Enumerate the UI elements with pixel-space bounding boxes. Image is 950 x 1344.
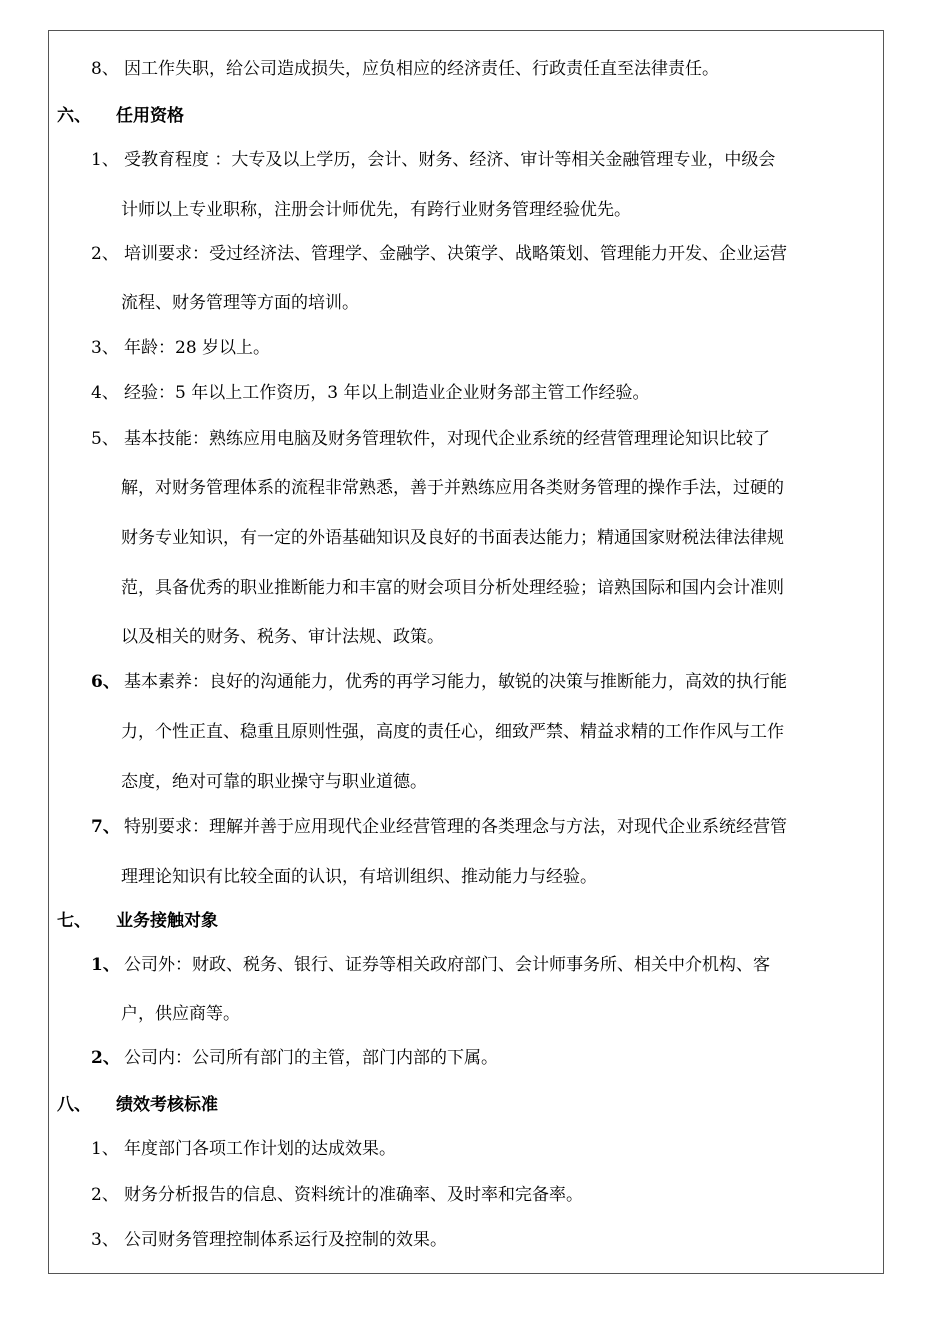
- item-text: 以及相关的财务、税务、审计法规、政策。: [121, 627, 444, 647]
- section-number: 六、: [57, 106, 91, 126]
- item-number: 4、: [91, 383, 119, 403]
- item-number: 7、: [91, 817, 120, 837]
- item-text: 流程、财务管理等方面的培训。: [121, 293, 359, 313]
- item-text: 经验：5 年以上工作资历，3 年以上制造业企业财务部主管工作经验。: [124, 383, 650, 403]
- item-number: 3、: [91, 1230, 119, 1250]
- item-text: 年度部门各项工作计划的达成效果。: [124, 1139, 396, 1159]
- item-text: 解，对财务管理体系的流程非常熟悉，善于并熟练应用各类财务管理的操作手法，过硬的: [121, 478, 784, 498]
- item-text: 户，供应商等。: [121, 1004, 240, 1024]
- item-number: 8、: [91, 59, 119, 79]
- section-title: 任用资格: [116, 106, 184, 126]
- item-text: 基本技能：熟练应用电脑及财务管理软件，对现代企业系统的经营管理理论知识比较了: [124, 429, 770, 449]
- item-text: 基本素养：良好的沟通能力，优秀的再学习能力，敏锐的决策与推断能力，高效的执行能: [124, 672, 787, 692]
- item-text: 计师以上专业职称，注册会计师优先，有跨行业财务管理经验优先。: [121, 200, 631, 220]
- item-text: 公司财务管理控制体系运行及控制的效果。: [124, 1230, 447, 1250]
- item-text: 态度，绝对可靠的职业操守与职业道德。: [121, 772, 427, 792]
- item-number: 6、: [91, 672, 120, 692]
- item-text: 培训要求：受过经济法、管理学、金融学、决策学、战略策划、管理能力开发、企业运营: [124, 244, 787, 264]
- item-number: 3、: [91, 338, 119, 358]
- item-text: 特别要求：理解并善于应用现代企业经营管理的各类理念与方法，对现代企业系统经营管: [124, 817, 787, 837]
- item-text: 公司外：财政、税务、银行、证券等相关政府部门、会计师事务所、相关中介机构、客: [124, 955, 770, 975]
- item-number: 5、: [91, 429, 119, 449]
- section-number: 八、: [57, 1095, 91, 1115]
- item-text: 受教育程度 ：大专及以上学历，会计、财务、经济、审计等相关金融管理专业，中级会: [124, 150, 776, 170]
- item-number: 2、: [91, 244, 119, 264]
- section-number: 七、: [57, 911, 91, 931]
- item-number: 1、: [91, 150, 119, 170]
- item-text: 因工作失职，给公司造成损失，应负相应的经济责任、行政责任直至法律责任。: [124, 59, 719, 79]
- item-text: 财务分析报告的信息、资料统计的准确率、及时率和完备率。: [124, 1185, 583, 1205]
- section-title: 业务接触对象: [116, 911, 218, 931]
- item-text: 理理论知识有比较全面的认识，有培训组织、推动能力与经验。: [121, 867, 597, 887]
- item-number: 1、: [91, 955, 120, 975]
- item-text: 公司内：公司所有部门的主管，部门内部的下属。: [124, 1048, 498, 1068]
- item-number: 2、: [91, 1048, 120, 1068]
- item-number: 2、: [91, 1185, 119, 1205]
- item-text: 年龄：28 岁以上。: [124, 338, 271, 358]
- section-title: 绩效考核标准: [116, 1095, 218, 1115]
- item-number: 1、: [91, 1139, 119, 1159]
- item-text: 范，具备优秀的职业推断能力和丰富的财会项目分析处理经验；谙熟国际和国内会计准则: [121, 578, 784, 598]
- item-text: 力，个性正直、稳重且原则性强，高度的责任心，细致严禁、精益求精的工作作风与工作: [121, 722, 784, 742]
- item-text: 财务专业知识，有一定的外语基础知识及良好的书面表达能力；精通国家财税法律法律规: [121, 528, 784, 548]
